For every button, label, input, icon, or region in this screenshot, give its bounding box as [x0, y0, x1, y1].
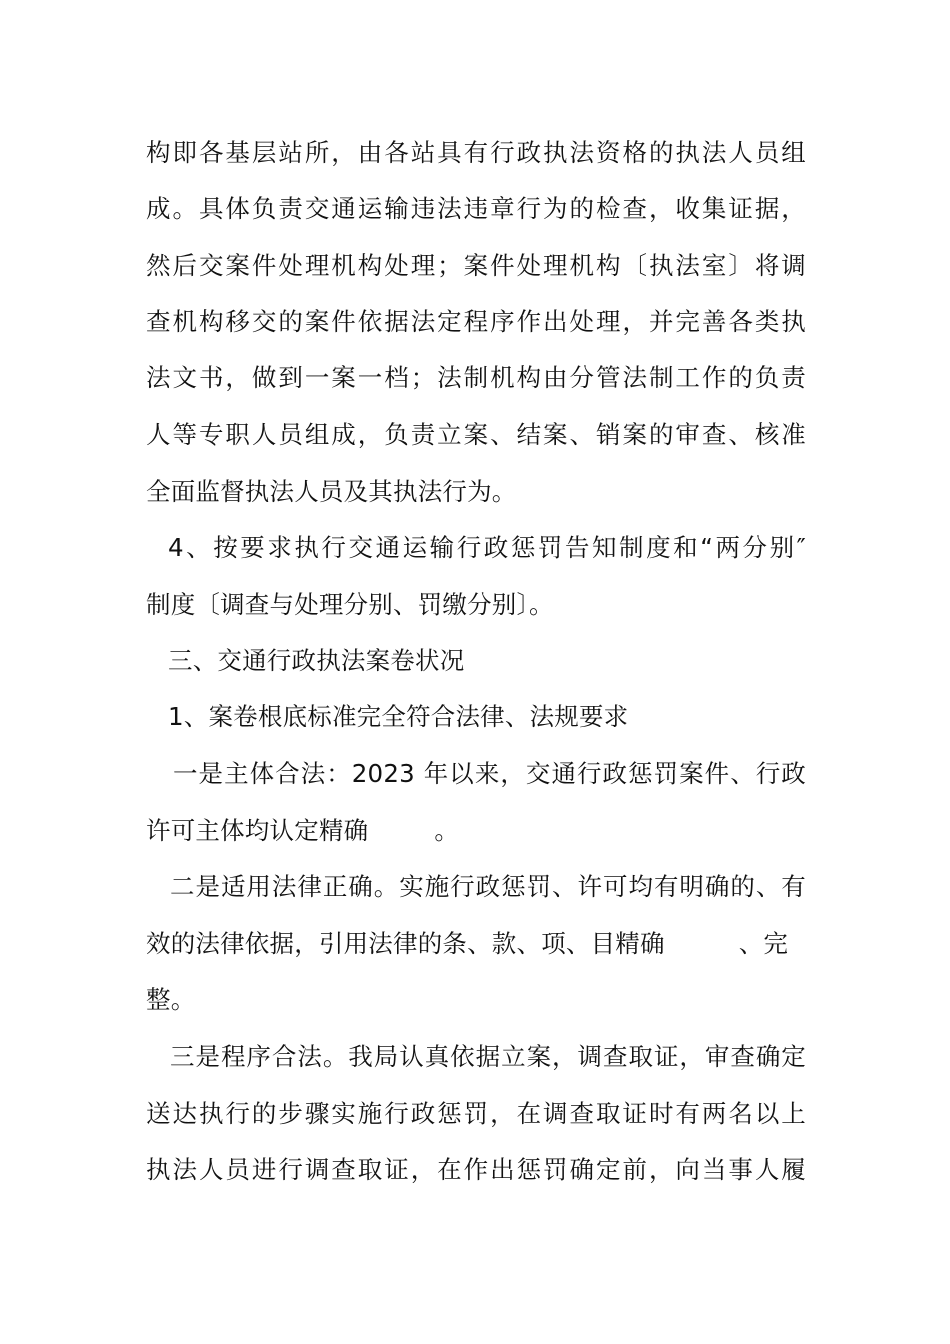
paragraph-line: 构即各基层站所，由各站具有行政执法资格的执法人员组 — [146, 138, 806, 167]
paragraph-line: 4、按要求执行交通运输行政惩罚告知制度和“两分别″ — [168, 533, 806, 562]
paragraph-line: 二是适用法律正确。实施行政惩罚、许可均有明确的、有 — [170, 872, 806, 901]
paragraph-line: 全面监督执法人员及其执法行为。 — [146, 477, 517, 506]
section-heading: 三、交通行政执法案卷状况 — [168, 646, 465, 675]
subsection-heading: 1、案卷根底标准完全符合法律、法规要求 — [168, 702, 629, 731]
paragraph-line: 查机构移交的案件依据法定程序作出处理，并完善各类执 — [146, 307, 806, 336]
paragraph-line: 送达执行的步骤实施行政惩罚，在调查取证时有两名以上 — [146, 1099, 806, 1128]
paragraph-line: 然后交案件处理机构处理；案件处理机构〔执法室〕将调 — [146, 251, 806, 280]
paragraph-line — [146, 811, 806, 851]
paragraph-line: 成。具体负责交通运输违法违章行为的检查，收集证据， — [146, 194, 806, 223]
paragraph-text: 效的法律依据，引用法律的条、款、项、目精确 — [146, 929, 665, 958]
paragraph-text: 。 — [434, 816, 460, 845]
paragraph-line: 执法人员进行调查取证，在作出惩罚确定前，向当事人履 — [146, 1155, 806, 1184]
paragraph-text: 许可主体均认定精确 — [146, 816, 369, 845]
paragraph-line: 一是主体合法：2023 年以来，交通行政惩罚案件、行政 — [173, 759, 806, 788]
paragraph-line: 法文书，做到一案一档；法制机构由分管法制工作的负责 — [146, 363, 806, 392]
paragraph-line: 三是程序合法。我局认真依据立案，调查取证，审查确定 — [170, 1042, 806, 1071]
paragraph-line: 制度〔调查与处理分别、罚缴分别〕。 — [146, 590, 554, 619]
paragraph-line: 人等专职人员组成，负责立案、结案、销案的审查、核准 — [146, 420, 806, 449]
paragraph-line: 整。 — [146, 985, 196, 1014]
paragraph-text: 、完 — [738, 929, 789, 958]
paragraph-line — [146, 924, 806, 964]
